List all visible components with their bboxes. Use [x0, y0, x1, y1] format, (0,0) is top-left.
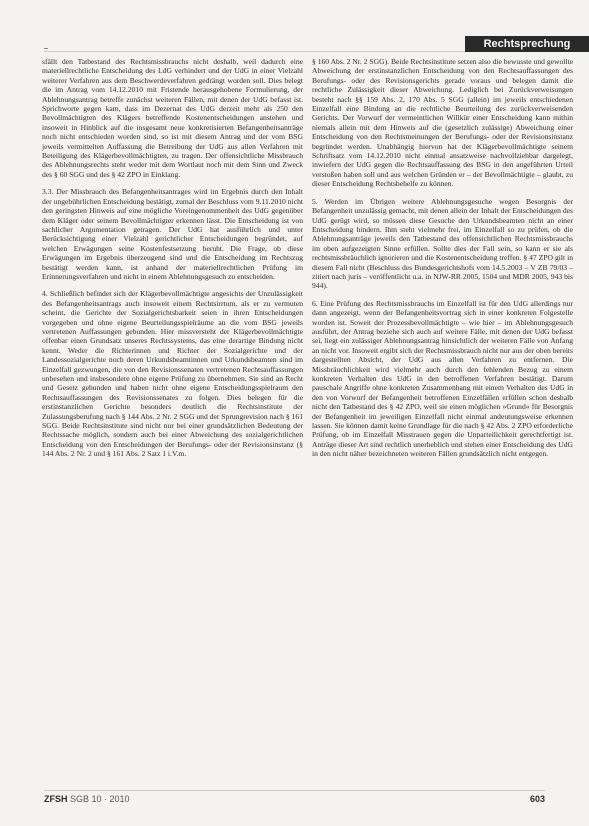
paragraph: 6. Eine Prüfung des Rechtsmissbrauchs im Einzelfall ist für den UdG allerdings nur dann angezeigt, wenn der Befangenheitsvortrag sich in einer konkreten Folgestelle worden ist. Soweit der Prozessbevollmächtigte – wie hier – im Ablehnungsgesuch ausführt, der Antrag beziehe sich auch auf weitere Fälle, mit denen der UdG befasst sei, liegt ein zulässiger Ablehnungsantrag hinsichtlich der weiteren Fälle von Anfang an nicht vor. Insoweit ergibt sich der Rechtsmissbrauch nicht nur aus der oben bereits dargestellten Absicht, der UdG aus allen Verfahren zu entfernen. Die Missbräuchlichkeit wird vielmehr auch durch den fehlenden Bezug zu einem konkreten Verhalten des UdG in den betroffenen Verfahren bestätigt. Darum pauschale Angriffe ohne konkreten Zusammenhang mit einem Verhalten des UdG in den von Vorwurf der Befangenheit betroffenen Einzelfällen erfüllen schon deshalb nicht den Tatbestand des § 42 ZPO, weil sie einen möglichen »Grund« für Besorgnis der Befangenheit im jeweiligen Einzelfall nicht einmal andeutungsweise erkennen lassen. Sie können damit keine Grundlage für die nach § 42 Abs. 2 ZPO erforderliche Prüfung, ob im Einzelfall Misstrauen gegen die Unparteilichkeit gerechtfertigt ist. Anträge dieser Art sind rechtlich unerheblich und stehen einer Entscheidung des UdG in den nicht näher bezeichneten weiteren Fällen grundsätzlich nicht entgegen.	[312, 298, 573, 459]
left-column	[42, 57, 303, 459]
header-mark	[44, 48, 48, 49]
section-tag: Rechtsprechung	[465, 36, 589, 52]
paragraph: 3.3. Der Missbrauch des Befangenheitsantrages wird im Ergebnis durch den Inhalt der ungebührlichen Entscheidung bestätigt, zumal der Beschluss vom 9.11.2010 nicht den geringsten Hinweis auf eine mögliche Voreingenommenheit des UdG gegenüber dem Kläger oder seinem Bevollmächtigter erkennen lässt. Die Entscheidung ist von sachlicher Argumentation getragen. Der UdG hat ausführlich und unter Berücksichtigung einer Vielzahl gerichtlicher Entscheidungen begründet, auf welchen Erwägungen seine Kostenfestsetzung beruht. Die Frage, ob diese Erwägungen im Ergebnis überzeugend sind und die Entscheidung im Rechtszug bestätigt werden kann, ist anhand der materiellrechtlichen Prüfung im Erinnerungsverfahren und nicht in einem Ablehnungsgesuch zu entscheiden.	[42, 187, 303, 281]
right-column	[312, 57, 573, 459]
journal-issue: SGB 10 · 2010	[70, 794, 130, 804]
paragraph: 5. Werden im Übrigen weitere Ablehnungsgesuche wegen Besorgnis der Befangenheit unzulässig gemacht, mit denen allein der Inhalt der Entscheidungen des UdG gerügt wird, so müssen diese Gesuche den Urkundsbeamten nicht an einer Entscheidung hindern. Ihm steht vielmehr frei, im Einzelfall so zu prüfen, ob die Ablehnungsanträge jeweils den Tatbestand des offensichtlichen Rechtsmissbrauchs im oben aufgezeigten Sinne erfüllen. Sollte dies der Fall sein, so kann er sie als rechtsmissbräuchlich ignorieren und die Kostenentscheidung treffen. § 47 ZPO gilt in diesem Fall nicht (Beschluss des Bundesgerichtshofs vom 14.5.2003 – V ZB 79/03 – zitiert nach juris – veröffentlicht u.a. in NJW-RR 2005, 1504 und MDR 2005, 943 bis 944).	[312, 196, 573, 291]
page-number: 603	[529, 794, 545, 804]
paragraph: sfällt den Tatbestand des Rechtsmissbrauchs nicht deshalb, weil dadurch eine materiellrechtliche Entscheidung des LdG verhindert und der UdG in einer Vielzahl weiterer Verfahren aus dem Beschwerdeverfahren gedrängt worden soll. Dies belegt die im Antrag vom 14.12.2010 mit Fristende herausgehobene Formulierung, der Ablehnungsantrag betreffe zunächst weiteren Fällen, mit denen der UdG befasst ist. Sprichworte gegen kam, dass im Dezernat des UdG derzeit mehr als 250 den Bevollmächtigten des Klägers betreffende Kostenentscheidungen anstehen und insoweit in Hinblick auf die insgesamt neue konkretisierten Befangenheitsanträge noch nicht entschieden worden sind, so ist mit diesem Antrag und der vom BSG jeweils vermittelten Auffassung die Betreibung der UdG aus allen Verfahren mit Beteiligung des Klägerbevollmächtigten, zu tragen. Der offensichtliche Missbrauch des Ablehnungsrechts steht weder mit dem Wortlaut noch mit dem Sinn und Zweck des § 60 SGG und des § 42 ZPO in Einklang.	[42, 57, 303, 179]
paragraph: 4. Schließlich befindet sich der Klägerbevollmächtigte angesichts der Unzulässigkeit des Befangenheitsantrags auch insoweit einem Rechtsirrtum, als er zu vermuten scheint, die Gerichte der Sozialgerichtsbarkeit seien in ihren Entscheidungen vorgegeben und ohne eigene Beurteilungsspielräume an die vom BSG jeweils vertretenen Auffassungen gebunden. Hier missversteht der Klägerbevollmächtigte offenbar einen Grundsatz unseres Rechtssystems, das eine derartige Bindung nicht kennt. Weder die Richterinnen und Richter der Sozialgerichte und der Landessozialgerichte noch deren Urkundsbeamtinnen und Urkundsbeamten sind im Einzelfall gezwungen, die von den Revisionssenaten vertretenen Rechtsauffassungen unbesehen und insbesondere ohne eigene Prüfung zu übernehmen. Sie sind an Recht und Gesetz gebunden und haben nicht ohne eigene Entscheidungsspielraum den Rechtsauffassungen des Revisionssenates zu folgen. Dies belegen für die erstinstanzlichen Gerichte besonders deutlich die Rechtsinstitute der Zulassungsberufung nach § 144 Abs. 2 Nr. 2 SGG und der Sprungrevision nach § 161 SGG. Beide Rechtsinstitute sind nicht nur bei einer grundsätzlichen Bedeutung der Rechtssache möglich, sondern auch bei einer Abweichung des sozialgerichtlichen Entscheidung von den Entscheidungen der Berufungs- oder der Revisionsinstanz (§ 144 Abs. 2 Nr. 2 und § 161 Abs. 2 Satz 1 i.V.m.	[42, 289, 303, 459]
header-rule	[44, 51, 465, 52]
journal-info	[44, 792, 130, 806]
page-footer	[44, 792, 545, 806]
page-header	[0, 0, 589, 50]
footer-rule	[44, 790, 545, 791]
paragraph: § 160 Abs. 2 Nr. 2 SGG). Beide Rechtsinstitute setzen also die bewusste und gewollte Abweichung der erstinstanzlichen Entscheidung von den Rechtsauffassungen des Berufungs- oder des Revisionsgerichts gerade voraus und belegen damit die rechtliche Zulässigkeit dieser Abweichung. Lediglich bei Zurückverweisungen besteht nach §§ 159 Abs. 2, 170 Abs. 5 SGG (allein) im jeweils entschiedenen Einzelfall eine Bindung an die rechtliche Beurteilung des zurückverweisenden Gerichts. Der Vorwurf der vermeintlichen Willkür einer Entscheidung kann mithin niemals allein mit dem Hinweis auf die (gesetzlich zulässige) Abweichung einer Entscheidung von den Rechtsmeinungen der Berufungs- oder der Revisionsinstanz begründet werden. Unabhängig hiervon hat der Klägerbevollmächtigte seinem Schriftsatz vom 14.12.2010 nicht einmal ansatzweise nachvollziehbar dargelegt, inwiefern der UdG gegen die Rechtsauffassung des BSG in den angeführten Urteil verstoßen haben soll und aus welchen Gründen er – der Bevollmächtigte – glaubt, zu dieser Entscheidung Rechtsbehelfe zu können.	[312, 57, 573, 189]
journal-name: ZFSH	[44, 794, 68, 804]
